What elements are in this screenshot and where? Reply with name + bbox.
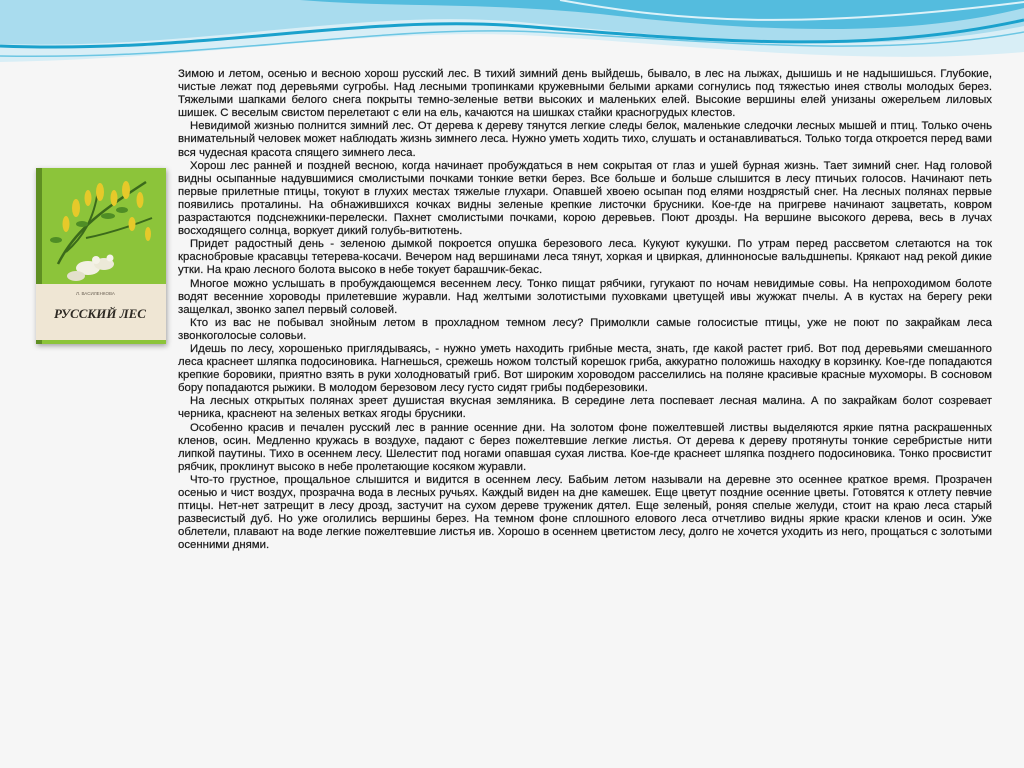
paragraph: Невидимой жизнью полнится зимний лес. От дерева к дереву тянутся легкие следы белок, маленькие следочки лесных мышей и птиц. Только очень внимательный человек может наблюдать жизнь зимнего леса. Нужно уметь ходить тихо, слушать и останавливаться. Только тогда откроется перед вами вся чудесная красота спящего зимнего леса. xyxy=(178,120,992,159)
paragraph: На лесных открытых полянах зреет душистая вкусная земляника. В середине лета поспевает лесная малина. А по закрайкам болот созревает черника, краснеют на зеленых ветках ягоды брусники. xyxy=(178,395,992,421)
paragraph: Особенно красив и печален русский лес в ранние осенние дни. На золотом фоне пожелтевшей листвы выделяются яркие пятна раскрашенных кленов, осин. Медленно кружась в воздухе, падают с берез пожелтевшие легкие листья. От дерева к дереву протянуты тонкие серебристые нити липкой паутины. Тихо в осеннем лесу. Шелестит под ногами опавшая сухая листва. Кое-где краснеет шляпка позднего подосиновика. Тонко просвистит рябчик, проклинут высоко в небе пролетающие косяком журавли. xyxy=(178,421,992,473)
article-body xyxy=(178,68,992,552)
book-title: РУССКИЙ ЛЕС xyxy=(54,306,146,321)
book-author: Л. ВАСИЛЕНКОВА xyxy=(76,291,115,296)
paragraph: Многое можно услышать в пробуждающемся весеннем лесу. Тонко пищат рябчики, гугукают по ночам невидимые совы. На непроходимом болоте водят весенние хороводы прилетевшие журавли. Над желтыми золотистыми пуховками цветущей ивы жужжат пчелы. А в кустах на берегу реки защелкал, звонко запел первый соловей. xyxy=(178,277,992,316)
paragraph: Идешь по лесу, хорошенько приглядываясь, - нужно уметь находить грибные места, знать, где какой растет гриб. Вот под деревьями смешанного леса краснеет шляпка подосиновика. Нагнешься, срежешь ножом толстый корешок гриба, аккуратно положишь находку в корзинку. Кое-где попадаются крепкие боровики, приятно взять в руки холодноватый гриб. Вот широким хороводом расселились на поляне красивые красные мухоморы. В сосновом бору попадаются рыжики. В молодом березовом лесу густо сидят грибы подберезовики. xyxy=(178,342,992,395)
paragraph: Зимою и летом, осенью и весною хорош русский лес. В тихий зимний день выйдешь, бывало, в лес на лыжах, дышишь и не надышишься. Глубокие, чистые лежат под деревьями сугробы. Над лесными тропинками кружевными белыми арками согнулись под тяжестью инея стволы молодых берез. Тяжелыми шапками белого снега покрыты темно-зеленые ветви высоких и маленьких елей. Высокие вершины елей унизаны ожерельем лиловых шишек. С веселым свистом перелетают с ели на ель, качаются на шишках стайки красногрудых клестов. xyxy=(178,68,992,120)
paragraph: Кто из вас не побывал знойным летом в прохладном темном лесу? Примолкли самые голосистые птицы, уже не поют по закрайкам леса звонкоголосые соловьи. xyxy=(178,316,992,342)
paragraph: Придет радостный день - зеленою дымкой покроется опушка березового леса. Кукуют кукушки. По утрам перед рассветом слетаются на ток краснобровые красавцы тетерева-косачи. Вечером над вершинами леса тянут, хоркая и цвиркая, длинноносые вальдшнепы. Крякают над рекой дикие утки. На краю лесного болота высоко в небе токует барашчик-бекас. xyxy=(178,238,992,277)
paragraph: Хорош лес ранней и поздней весною, когда начинает пробуждаться в нем сокрытая от глаз и ушей бурная жизнь. Тает зимний снег. Над головой видны осыпанные надувшимися смолистыми почками тонкие ветки берез. Все больше и больше слышится в лесу птичьих голосов. Начинают петь первые прилетные птицы, токуют в глухих местах тяжелые глухари. Опавшей хвоею осыпан под елями ноздрястый снег. На лесных полянах первые появились проталины. На обнажившихся кочках видны зеленые крепкие листочки брусники. Кое-где на пригреве начинают зацветать, ковром разрастаются подснежники-перелески. Пахнет смолистыми почками, корою деревьев. Поют дрозды. На вершине высокого дерева, весь в лучах восходящего солнца, воркует дикий голубь-витютень. xyxy=(178,159,992,238)
book-cover-image xyxy=(36,168,166,344)
paragraph: Что-то грустное, прощальное слышится и видится в осеннем лесу. Бабьим летом называли на деревне это осеннее краткое время. Прозрачен осенью и чист воздух, прозрачна вода в лесных ручьях. Каждый виден на дне камешек. Еще цветут поздние осенние цветы. Готовятся к отлету певчие птицы. Нет-нет затрещит в лесу дрозд, застучит на сухом дереве труженик дятел. Еще зеленый, роняя спелые желуди, стоит на краю леса старый развесистый дуб. Но уже оголились вершины берез. На темном фоне сплошного елового леса отчетливо видны яркие краски кленов и осин. Уже облетели, плавают на воде легкие пожелтевшие листья ив. Хорошо в осеннем цветистом лесу, долго не хочется уходить из него, прощаться с золотыми осенними днями. xyxy=(178,473,992,552)
